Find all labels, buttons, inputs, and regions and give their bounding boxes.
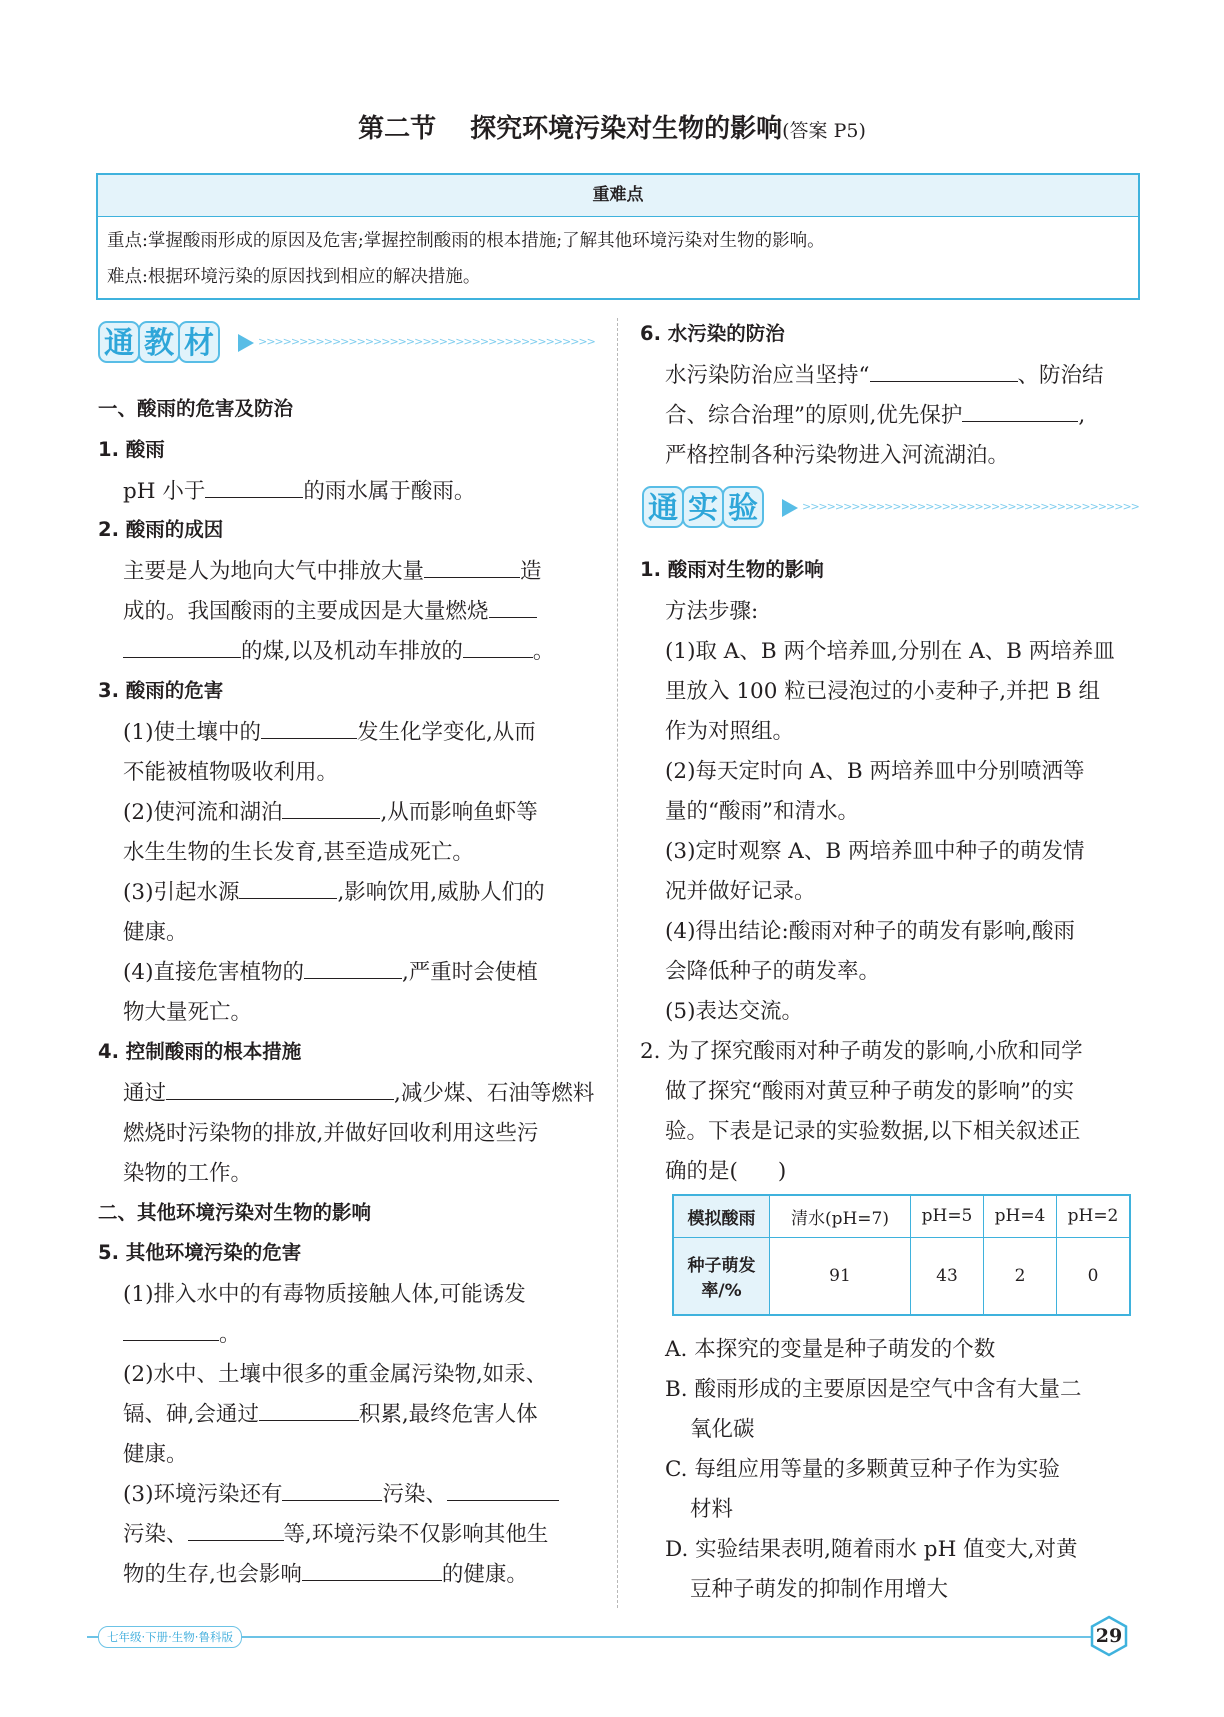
text-line: (4)得出结论:酸雨对种子的萌发有影响,酸雨 (665, 919, 1076, 944)
key-point-text: 重点:掌握酸雨形成的原因及危害;掌握控制酸雨的根本措施;了解其他环境污染对生物的影响。 (107, 231, 825, 251)
section-badge (642, 486, 762, 530)
text-line: 做了探究“酸雨对黄豆种子萌发的影响”的实 (665, 1079, 1074, 1104)
chevron-trail-icon: >>>>>>>>>>>>>>>>>>>>>>>>>>>>>>>>>>>>>>>>> (258, 335, 595, 348)
question-title: 1. 酸雨 (98, 438, 165, 461)
table-cell: 0 (1057, 1237, 1131, 1315)
answer-bracket-line: 确的是( ) (665, 1159, 787, 1184)
badge-char: 教 (138, 321, 180, 363)
text-line: (2)水中、土壤中很多的重金属污染物,如汞、 (123, 1362, 548, 1387)
blank[interactable] (261, 718, 357, 739)
text-line: 健康。 (123, 1442, 188, 1467)
option-c[interactable]: C. 每组应用等量的多颗黄豆种子作为实验 (665, 1457, 1060, 1482)
key-points-heading: 重难点 (98, 175, 1138, 217)
table-cell: pH=2 (1057, 1195, 1131, 1237)
text-line: (2)每天定时向 A、B 两培养皿中分别喷洒等 (665, 759, 1085, 784)
text-line: 2. 为了探究酸雨对种子萌发的影响,小欣和同学 (640, 1039, 1083, 1064)
page-title (0, 108, 1224, 145)
text-line: (3)定时观察 A、B 两培养皿中种子的萌发情 (665, 839, 1085, 864)
question-title: 2. 酸雨的成因 (98, 518, 224, 541)
text-line: 况并做好记录。 (665, 879, 816, 904)
fill-line: pH 小于 的雨水属于酸雨。 (123, 479, 476, 504)
blank[interactable] (188, 1520, 284, 1541)
text-line: 不能被植物吸收利用。 (123, 760, 339, 785)
badge-char: 通 (98, 321, 140, 363)
question-title: 3. 酸雨的危害 (98, 679, 224, 702)
blank[interactable] (282, 798, 380, 819)
option-b[interactable]: B. 酸雨形成的主要原因是空气中含有大量二 (665, 1377, 1082, 1402)
text-line: 水生生物的生长发育,甚至造成死亡。 (123, 840, 474, 865)
fill-line: (1)使土壤中的 发生化学变化,从而 (123, 720, 536, 745)
option-a[interactable]: A. 本探究的变量是种子萌发的个数 (665, 1337, 996, 1362)
text-line: 染物的工作。 (123, 1161, 253, 1186)
blank[interactable] (870, 361, 1018, 382)
fill-line: 的煤,以及机动车排放的 。 (123, 634, 554, 665)
section-badge (98, 321, 218, 365)
badge-char: 验 (722, 486, 764, 528)
question-title: 1. 酸雨对生物的影响 (640, 558, 824, 581)
text-line: 里放入 100 粒已浸泡过的小麦种子,并把 B 组 (665, 679, 1101, 704)
difficult-point-text: 难点:根据环境污染的原因找到相应的解决措施。 (107, 267, 481, 287)
arrow-icon (782, 499, 798, 517)
text-line: 作为对照组。 (665, 719, 795, 744)
table-cell: 清水(pH=7) (770, 1195, 911, 1237)
fill-line: 镉、砷,会通过 积累,最终危害人体 (123, 1402, 538, 1427)
table-cell: 43 (911, 1237, 984, 1315)
blank[interactable] (123, 1320, 219, 1341)
fill-line: 成的。我国酸雨的主要成因是大量燃烧 (123, 594, 537, 625)
text-line: 氧化碳 (690, 1417, 755, 1442)
text-line: (5)表达交流。 (665, 999, 803, 1024)
blank[interactable] (489, 597, 537, 618)
fill-line: 合、综合治理”的原则,优先保护 , (665, 403, 1086, 428)
chapter-topic: 探究环境污染对生物的影响 (470, 114, 783, 144)
blank[interactable] (259, 1400, 359, 1421)
blank[interactable] (205, 477, 303, 498)
fill-line: 主要是人为地向大气中排放大量 造 (123, 559, 542, 584)
fill-line: 污染、 等,环境污染不仅影响其他生 (123, 1522, 549, 1547)
fill-line: (3)引起水源 ,影响饮用,威胁人们的 (123, 880, 545, 905)
text-line: 物大量死亡。 (123, 1000, 253, 1025)
text-line: 方法步骤: (665, 599, 759, 624)
page-number-text: 29 (1095, 1625, 1123, 1647)
fill-line: 通过 ,减少煤、石油等燃料 (123, 1081, 595, 1106)
row-label: 模拟酸雨 (673, 1195, 770, 1237)
badge-char: 通 (642, 486, 684, 528)
row-label: 种子萌发 率/% (673, 1237, 770, 1315)
blank[interactable] (123, 637, 241, 658)
text-line: 健康。 (123, 920, 188, 945)
question-title: 4. 控制酸雨的根本措施 (98, 1040, 302, 1063)
blank[interactable] (304, 958, 402, 979)
blank[interactable] (302, 1560, 442, 1581)
blank[interactable] (447, 1480, 559, 1501)
text-line: 严格控制各种污染物进入河流湖泊。 (665, 443, 1010, 468)
blank[interactable] (463, 637, 533, 658)
fill-line: 物的生存,也会影响 的健康。 (123, 1562, 528, 1587)
page-number (1088, 1615, 1130, 1657)
fill-line: (4)直接危害植物的 ,严重时会使植 (123, 960, 538, 985)
arrow-icon (238, 334, 254, 352)
text-line: 燃烧时污染物的排放,并做好回收利用这些污 (123, 1121, 539, 1146)
question-title: 5. 其他环境污染的危害 (98, 1241, 302, 1264)
blank[interactable] (424, 557, 520, 578)
text-line: 会降低种子的萌发率。 (665, 959, 881, 984)
text-line: (1)排入水中的有毒物质接触人体,可能诱发 (123, 1282, 526, 1307)
question-title: 6. 水污染的防治 (640, 322, 785, 345)
blank[interactable] (239, 878, 337, 899)
option-d[interactable]: D. 实验结果表明,随着雨水 pH 值变大,对黄 (665, 1537, 1078, 1562)
part-heading: 一、酸雨的危害及防治 (98, 397, 294, 420)
text-line: 量的“酸雨”和清水。 (665, 799, 859, 824)
column-divider (617, 318, 618, 1608)
text-line: (1)取 A、B 两个培养皿,分别在 A、B 两培养皿 (665, 639, 1115, 664)
table-cell: pH=4 (984, 1195, 1057, 1237)
table-row (673, 1237, 1130, 1315)
fill-line: (3)环境污染还有 污染、 (123, 1477, 559, 1508)
section-banner-textbook (98, 321, 598, 365)
text-line: 验。下表是记录的实验数据,以下相关叙述正 (665, 1119, 1081, 1144)
key-points-box (96, 173, 1140, 300)
blank[interactable] (962, 401, 1078, 422)
seed-germination-table (672, 1194, 1131, 1316)
fill-line: (2)使河流和湖泊 ,从而影响鱼虾等 (123, 800, 538, 825)
answer-reference: (答案 P5) (782, 120, 866, 142)
blank[interactable] (166, 1079, 394, 1100)
text-line: 材料 (690, 1497, 734, 1522)
table-row (673, 1195, 1130, 1237)
book-label: 七年级·下册·生物·鲁科版 (98, 1626, 242, 1648)
fill-line: 水污染防治应当坚持“ 、防治结 (665, 363, 1104, 388)
blank[interactable] (282, 1480, 382, 1501)
fill-line: 。 (123, 1317, 241, 1348)
badge-char: 材 (178, 321, 220, 363)
table-cell: 2 (984, 1237, 1057, 1315)
chevron-trail-icon: >>>>>>>>>>>>>>>>>>>>>>>>>>>>>>>>>>>>>>>>> (802, 500, 1139, 513)
table-cell: pH=5 (911, 1195, 984, 1237)
badge-char: 实 (682, 486, 724, 528)
text-line: 豆种子萌发的抑制作用增大 (690, 1577, 949, 1602)
chapter-number: 第二节 (358, 114, 437, 144)
section-banner-experiment (642, 486, 1142, 530)
table-cell: 91 (770, 1237, 911, 1315)
part-heading: 二、其他环境污染对生物的影响 (98, 1201, 372, 1224)
